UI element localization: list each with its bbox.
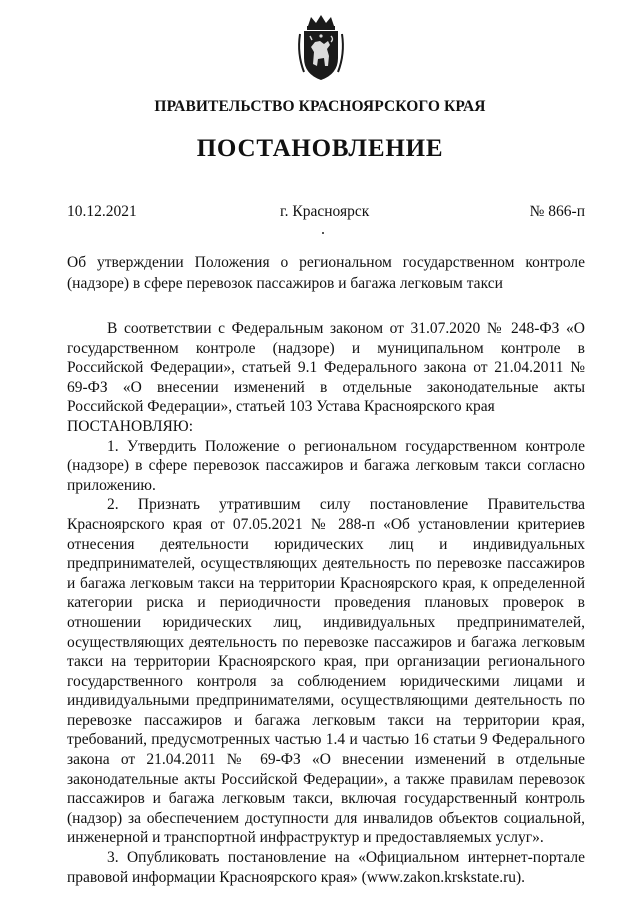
- document-subject: Об утверждении Положения о региональном государственном контроле (надзоре) в сфере перевозок пассажиров и багажа легковым такси: [67, 254, 585, 292]
- resolve-heading: ПОСТАНОВЛЯЮ:: [67, 417, 194, 435]
- document-type-title: ПОСТАНОВЛЕНИЕ: [196, 135, 444, 162]
- government-name: ПРАВИТЕЛЬСТВО КРАСНОЯРСКОГО КРАЯ: [154, 98, 486, 115]
- document-number: № 866-п: [529, 203, 585, 220]
- coat-of-arms-icon: [294, 14, 348, 82]
- scan-dot: [322, 232, 324, 234]
- item-1-paragraph: 1. Утвердить Положение о региональном государственном контроле (надзоре) в сфере перевозок пассажиров и багажа легковым такси согласно приложению.: [67, 437, 585, 494]
- document-date: 10.12.2021: [67, 203, 137, 220]
- document-body: [67, 319, 585, 887]
- document-city: г. Красноярск: [280, 203, 370, 220]
- preamble-paragraph: В соответствии с Федеральным законом от 31.07.2020 № 248-ФЗ «О государственном контроле (надзоре) и муниципальном контроле в Российской Федерации», статьей 9.1 Федерального закона от 21.04.2011 № 69-ФЗ «О внесении изменений в отдельные законодательные акты Российской Федерации», статьей 103 Устава Красноярского края: [67, 320, 585, 416]
- item-3-paragraph: 3. Опубликовать постановление на «Официальном интернет-портале правовой информации Красноярского края» (www.zakon.krskstate.ru).: [67, 849, 585, 886]
- item-2-paragraph: 2. Признать утратившим силу постановление Правительства Красноярского края от 07.05.2021 № 288-п «Об установлении критериев отнесения деятельности юридических лиц и индивидуальных предпринимателей, осуществляющих деятельность по перевозке пассажиров и багажа легковым такси на территории Красноярского края, к определенной категории риска и периодичности проведения плановых проверок в отношении юридических лиц, индивидуальных предпринимателей, осуществляющих деятельность по перевозке пассажиров и багажа легковым такси на территории Красноярского края, при организации регионального государственного контроля за соблюдением юридическими лицами и индивидуальными предпринимателями, осуществляющими деятельность по перевозке пассажиров и багажа легковым такси на территории края, требований, предусмотренных частью 1.4 и частью 16 статьи 9 Федерального закона от 21.04.2011 № 69-ФЗ «О внесении изменений в отдельные законодательные акты Российской Федерации», а также правилам перевозок пассажиров и багажа легковым такси, включая государственный контроль (надзор) за обеспечением доступности для инвалидов объектов социальной, инженерной и транспортной инфраструктур и предоставляемых услуг».: [67, 496, 585, 847]
